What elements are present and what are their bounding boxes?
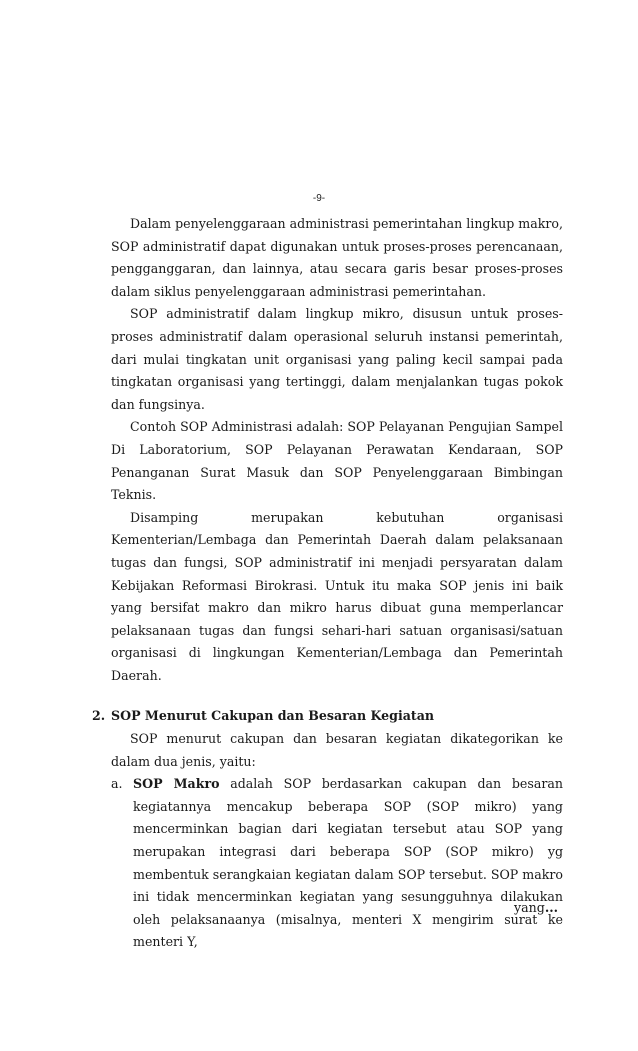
section-intro: SOP menurut cakupan dan besaran kegiatan dikategorikan ke dalam dua jenis, yaitu: bbox=[111, 731, 563, 769]
section-heading bbox=[92, 705, 563, 728]
page-continuation bbox=[514, 897, 558, 920]
list-item-body: adalah SOP berdasarkan cakupan dan besaran kegiatannya mencakup beberapa SOP (SOP mikro) yang mencerminkan bagian dari kegiatan tersebut atau SOP yang merupakan integrasi dari beberapa SOP (SOP mikro) yg membentuk serangkaian kegiatan dalam SOP tersebut. SOP makro ini tidak mencerminkan kegiatan yang sesungguhnya dilakukan oleh pelaksanaanya (misalnya, menteri X mengirim surat ke menteri Y, bbox=[133, 776, 563, 950]
list-item bbox=[111, 773, 563, 954]
paragraph: Disamping merupakan kebutuhan organisasi Kementerian/Lembaga dan Pemerintah Daerah dalam pelaksanaan tugas dan fungsi, SOP administratif ini menjadi persyaratan dalam Kebijakan Reformasi Birokrasi. Untuk itu maka SOP jenis ini baik yang bersifat makro dan mikro harus dibuat guna memperlancar pelaksanaan tugas dan fungsi sehari-hari satuan organisasi/satuan organisasi di lingkungan Kementerian/Lembaga dan Pemerintah Daerah. bbox=[111, 509, 563, 683]
page-number: -9- bbox=[312, 193, 326, 204]
list-marker: a. bbox=[111, 776, 123, 792]
section-number: 2. bbox=[92, 708, 106, 724]
list-item-text bbox=[133, 773, 563, 954]
paragraph: Dalam penyelenggaraan administrasi pemerintahan lingkup makro, SOP administratif dapat digunakan untuk proses-proses perencanaan, pengganggaran, dan lainnya, atau secara garis besar proses-proses dalam siklus penyelenggaraan administrasi pemerintahan. bbox=[111, 216, 563, 299]
continuation-ellipsis: ... bbox=[544, 900, 558, 915]
continuation-word: yang bbox=[514, 900, 545, 915]
paragraph: SOP administratif dalam lingkup mikro, disusun untuk proses-proses administratif dalam operasional seluruh instansi pemerintah, dari mulai tingkatan unit organisasi yang paling kecil sampai pada tingkatan organisasi yang tertinggi, dalam menjalankan tugas pokok dan fungsinya. bbox=[111, 306, 563, 412]
paragraph: Contoh SOP Administrasi adalah: SOP Pelayanan Pengujian Sampel Di Laboratorium, SOP Pelayanan Perawatan Kendaraan, SOP Penanganan Surat Masuk dan SOP Penyelenggaraan Bimbingan Teknis. bbox=[111, 419, 563, 503]
list-item-term: SOP Makro bbox=[133, 776, 220, 792]
document-body bbox=[92, 213, 563, 954]
section-title: SOP Menurut Cakupan dan Besaran Kegiatan bbox=[111, 708, 435, 724]
